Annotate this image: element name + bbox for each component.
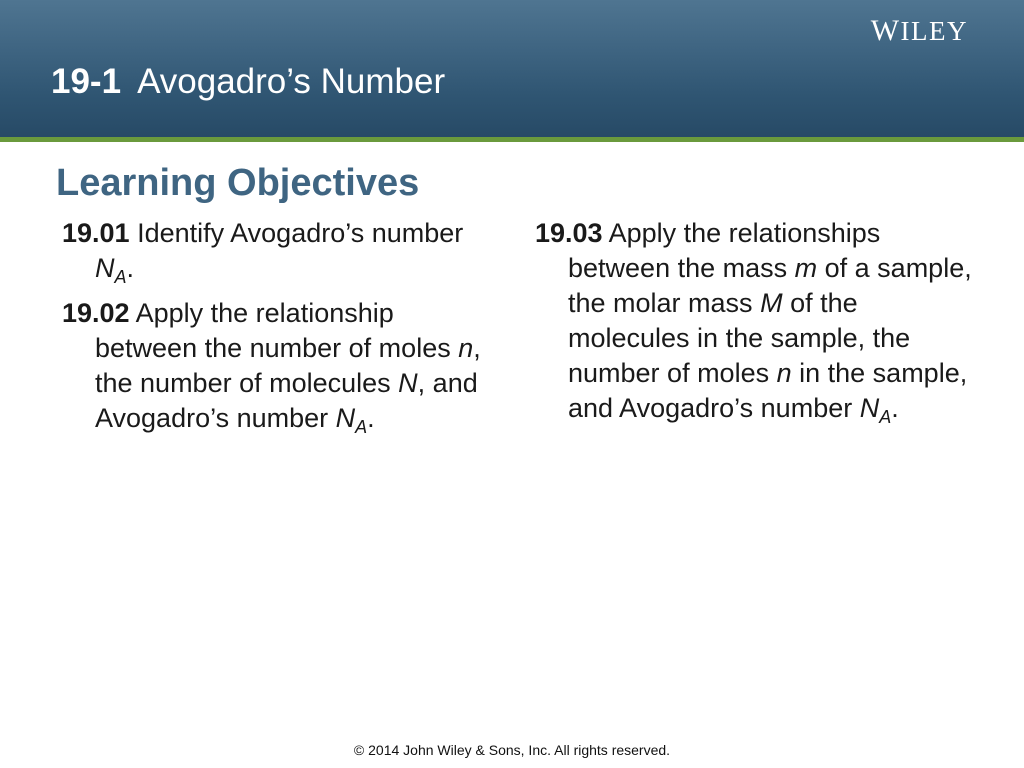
copyright-footer: © 2014 John Wiley & Sons, Inc. All rights reserved. xyxy=(353,742,671,758)
objectives-left-column xyxy=(62,216,502,446)
learning-objectives-heading: Learning Objectives xyxy=(56,162,420,204)
slide-title xyxy=(51,62,445,102)
publisher-logo: WILEY xyxy=(870,14,968,47)
title-bar-rule xyxy=(0,137,1024,142)
objectives-right-column xyxy=(535,216,975,436)
section-number: 19-1 xyxy=(51,62,122,101)
objective-19-03: 19.03 Apply the relationships between the mass m of a sample, the molar mass M of the molecules in the sample, the number of moles n in the sample, and Avogadro’s number $N_A$. xyxy=(535,218,972,427)
objective-19-01: 19.01 Identify Avogadro’s number $N_A$. xyxy=(62,218,464,287)
objective-19-02: 19.02 Apply the relationship between the number of moles n, the number of molecules N, and Avogadro’s number $N_A$. xyxy=(62,298,481,437)
section-title: Avogadro’s Number xyxy=(137,62,446,101)
